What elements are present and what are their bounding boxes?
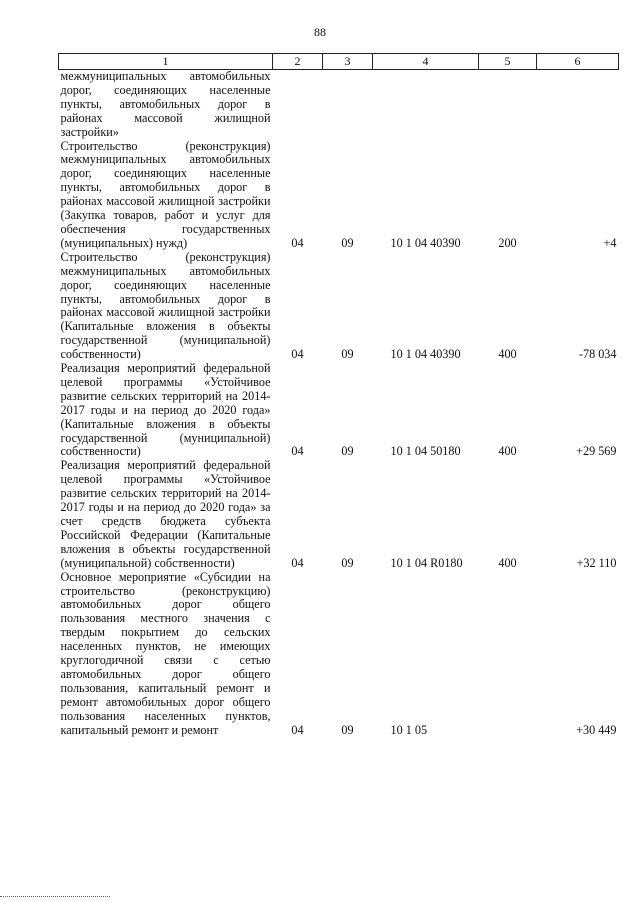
table-header-row xyxy=(59,54,619,70)
row-expense-type: 400 xyxy=(498,347,517,362)
row-target-article: 10 1 04 R0180 xyxy=(390,555,463,570)
column-header-5: 5 xyxy=(479,54,537,70)
row-amount xyxy=(537,70,619,140)
table-row xyxy=(59,70,619,140)
row-target-article: 10 1 04 40390 xyxy=(390,235,461,250)
row-section: 04 xyxy=(291,555,304,570)
row-subsection: 09 xyxy=(341,555,354,570)
row-expense-type xyxy=(479,70,537,140)
row-description: межмуниципальных автомобильных дорог, соединяющих населенные пункты, автомобильных дорог в районах массовой жилищной застройки» xyxy=(60,69,271,139)
page-number: 88 xyxy=(314,25,326,39)
column-header-2: 2 xyxy=(273,54,323,70)
row-description: Основное мероприятие «Субсидии на строительство (реконструкцию) автомобильных дорог общего пользования местного значения с твердым покрытием до сельских населенных пунктов, не имеющих круглогодичной связи с сетью автомобильных дорог общего пользования, капитальный ремонт и ремонт автомобильных дорог общего пользования населенных пунктов, капитальный ремонт и ремонт xyxy=(60,569,271,737)
row-description: Строительство (реконструкция) межмуниципальных автомобильных дорог, соединяющих населенные пункты, автомобильных дорог в районах массовой жилищной застройки (Закупка товаров, работ и услуг для обеспечения государственных (муниципальных) нужд) xyxy=(60,138,271,250)
row-target-article: 10 1 04 50180 xyxy=(390,444,461,459)
row-subsection: 09 xyxy=(341,722,354,737)
table-row xyxy=(59,140,619,251)
row-description: Реализация мероприятий федеральной целевой программы «Устойчивое развитие сельских территорий на 2014-2017 годы и на период до 2020 года» за счет средств бюджета субъекта Российской Федерации (Капитальные вложения в объекты государственной (муниципальной) собственности) xyxy=(60,458,271,570)
row-amount: +32 110 xyxy=(576,555,617,570)
column-header-1: 1 xyxy=(59,54,273,70)
row-expense-type: 400 xyxy=(498,444,517,459)
row-section: 04 xyxy=(291,347,304,362)
row-target-article: 10 1 05 xyxy=(390,722,428,737)
budget-table xyxy=(58,53,619,738)
row-amount: +29 569 xyxy=(576,444,617,459)
column-header-3: 3 xyxy=(323,54,373,70)
row-target-article: 10 1 04 40390 xyxy=(390,347,461,362)
row-description: Строительство (реконструкция) межмуниципальных автомобильных дорог, соединяющих населенные пункты, автомобильных дорог в районах массовой жилищной застройки (Капитальные вложения в объекты государственной (муниципальной) собственности) xyxy=(60,249,271,362)
row-section: 04 xyxy=(291,444,304,459)
row-expense-type xyxy=(479,571,537,738)
row-description: Реализация мероприятий федеральной целевой программы «Устойчивое развитие сельских территорий на 2014-2017 годы и на период до 2020 года» (Капитальные вложения в объекты государственной (муниципальной) собственности) xyxy=(60,361,271,459)
row-section: 04 xyxy=(291,235,304,250)
table-row xyxy=(59,571,619,738)
row-subsection: 09 xyxy=(341,444,354,459)
row-amount: +30 449 xyxy=(576,722,617,737)
row-expense-type: 200 xyxy=(498,235,517,250)
table-row xyxy=(59,362,619,459)
row-subsection xyxy=(323,70,373,140)
column-header-4: 4 xyxy=(373,54,479,70)
table-row xyxy=(59,459,619,570)
table-row xyxy=(59,251,619,362)
row-subsection: 09 xyxy=(341,235,354,250)
row-section: 04 xyxy=(291,722,304,737)
column-header-6: 6 xyxy=(537,54,619,70)
row-section xyxy=(273,70,323,140)
row-target-article xyxy=(373,70,479,140)
row-expense-type: 400 xyxy=(498,555,517,570)
footer-dotted-line xyxy=(0,896,110,897)
row-subsection: 09 xyxy=(341,347,354,362)
row-amount: -78 034 xyxy=(578,347,617,362)
row-amount: +4 xyxy=(603,235,617,250)
